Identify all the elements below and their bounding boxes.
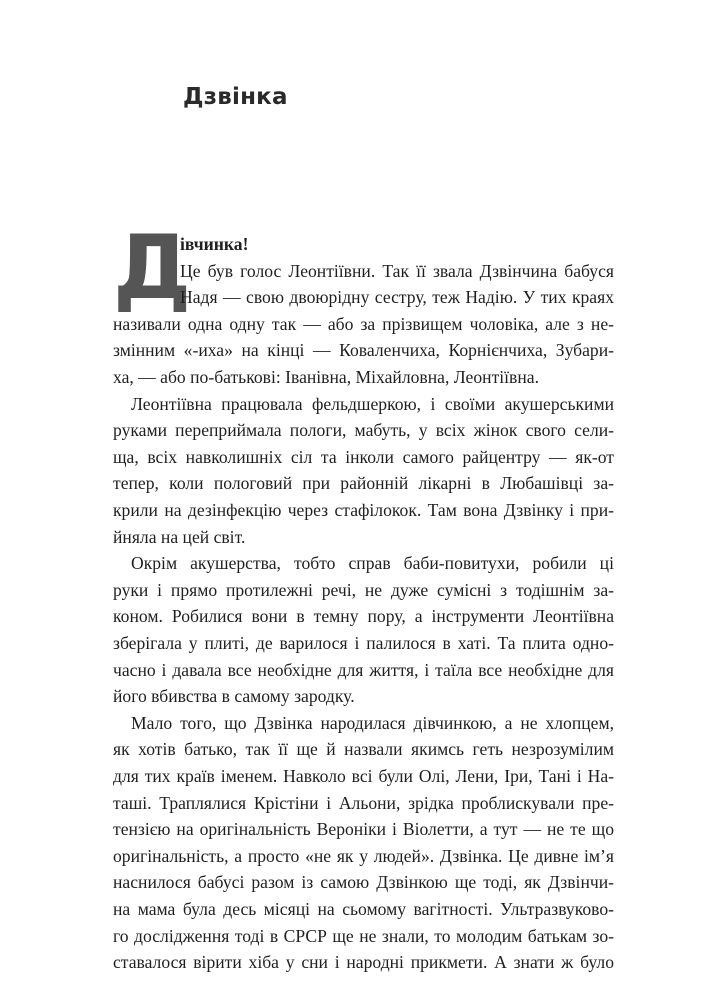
text-line: зберігала у плиті, де варилося і палилося в хаті. Та плита одно-	[113, 633, 614, 653]
text-line: його вбивства в самому зародку.	[113, 686, 355, 707]
text-line: тепер, коли пологовий при районній лікарні в Любашівці за-	[113, 473, 614, 494]
text-line: часно і давала все необхідне для життя, і таїла все необхідне для	[113, 659, 614, 680]
text-line: змінним «-иха» на кінці — Коваленчиха, Корнієнчиха, Зубари-	[113, 340, 614, 361]
text-line: Надя — свою двоюрідну сестру, теж Надію. У тих краях	[180, 287, 614, 308]
text-line: руки і прямо протилежні речі, не дуже сумісні з тодішнім за-	[113, 579, 614, 600]
chapter-title: Дзвінка	[183, 84, 288, 110]
text-line: таші. Траплялися Крістіни і Альони, зрідка проблискували пре-	[113, 792, 614, 813]
text-line: ща, всіх навколишніх сіл та інколи самого райцентру — як-от	[113, 446, 614, 467]
text-line: коном. Робилися вони в темну пору, а інструменти Леонтіївна	[113, 606, 614, 627]
text-line: го дослідження тоді в СРСР ще не знали, то молодим батькам зо-	[113, 925, 614, 946]
text-line: Окрім акушерства, тобто справ баби-повитухи, робили ці	[131, 553, 614, 574]
drop-cap: Д	[113, 216, 192, 319]
text-line: івчинка!	[180, 234, 249, 254]
text-line: як хотів батько, так її ще й назвали якимсь геть незрозумілим	[113, 739, 614, 760]
text-line: Це був голос Леонтіївни. Так її звала Дзвінчина бабуся	[180, 260, 614, 281]
text-line: крили на дезінфекцію через стафілокок. Там вона Дзвінку і при-	[113, 500, 614, 520]
text-line: йняла на цей світ.	[113, 526, 246, 547]
text-line: Мало того, що Дзвінка народилася дівчинкою, а не хлопцем,	[131, 712, 614, 733]
text-line: ставалося вірити хіба у сни і народні прикмети. А знати ж було	[113, 952, 614, 973]
text-line: тензією на оригінальність Вероніки і Віолетти, а тут — не те що	[113, 819, 614, 840]
text-line: руками переприймала пологи, мабуть, у всіх жінок свого сели-	[113, 420, 614, 441]
text-line: Леонтіївна працювала фельдшеркою, і своїми акушерськими	[131, 393, 614, 414]
text-line: для тих країв іменем. Навколо всі були Олі, Лени, Іри, Тані і На-	[113, 766, 614, 786]
text-line: оригінальність, а просто «не як у людей». Дзвінка. Це дивне ім’я	[113, 845, 614, 866]
text-line: називали одна одну так — або за прізвищем чоловіка, але з не-	[113, 313, 614, 334]
text-line: ха, — або по-батькові: Іванівна, Міхайловна, Леонтіївна.	[113, 367, 539, 387]
text-line: наснилося бабусі разом із самою Дзвінкою ще тоді, як Дзвінчи-	[113, 872, 614, 893]
text-line: на мама була десь місяці на сьомому вагітності. Ультразвуково-	[113, 899, 614, 919]
